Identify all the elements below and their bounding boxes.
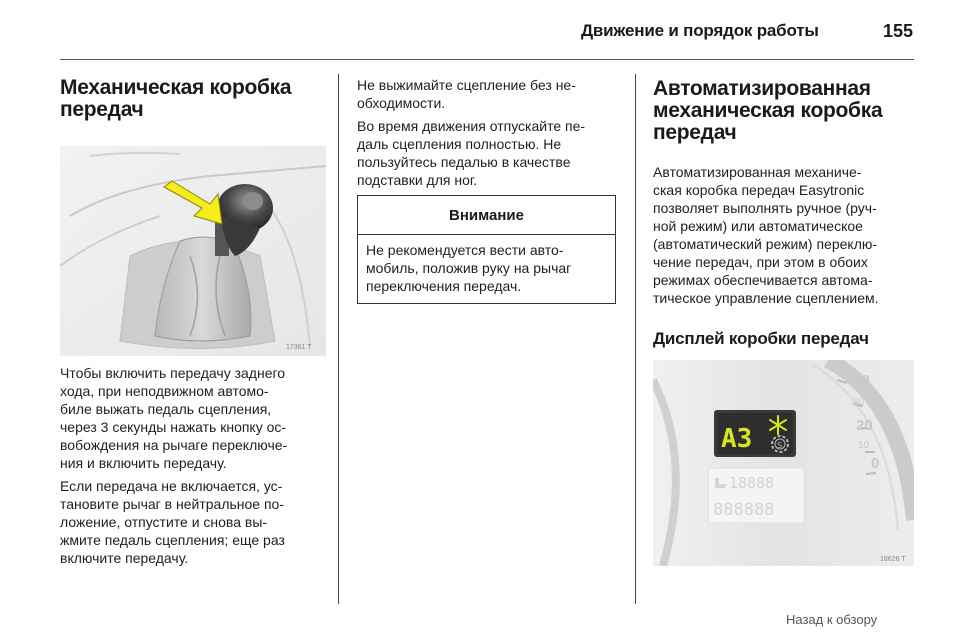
column-divider-left [338,74,339,604]
scale-label: 0 [871,455,880,472]
heading-line: Автоматизированная [653,77,871,100]
text-line: тическое управление сцеплением. [653,290,879,306]
heading-line: Механическая коробка [60,76,292,99]
warning-line: мобиль, положив руку на рычаг [366,260,572,276]
text-line: подставки для ног. [357,172,478,188]
scale-label: 30 [853,397,865,408]
odometer-top-readout: 18888 [729,474,775,492]
figure-code: 17361 T [286,344,312,351]
odometer-bottom-readout: 888888 [713,500,775,520]
scale-label: 40 [853,372,870,389]
heading-line: передач [60,98,144,121]
gear-indicator-text: A3 [721,424,753,454]
warning-line: Не рекомендуется вести авто- [366,242,564,258]
instrument-cluster-illustration [653,360,914,566]
text-line: режимах обеспечивается автома- [653,272,873,288]
header-rule [60,59,914,60]
warning-title: Внимание [358,196,615,235]
scale-label: 10 [858,440,870,451]
text-line: жмите педаль сцепления; еще раз [60,532,285,548]
back-to-overview-link[interactable]: Назад к обзору [786,612,878,627]
text-line: тановите рычаг в нейтральное по- [60,496,285,512]
text-line: через 3 секунды нажать кнопку ос- [60,419,287,435]
gearbox-display-subheading: Дисплей коробки передач [653,329,869,348]
text-line: Чтобы включить передачу заднего [60,365,286,381]
manual-gearbox-heading [60,77,291,121]
heading-line: механическая коробка [653,99,883,122]
text-line: вобождения на рычаге переключе- [60,437,288,453]
text-line: Автоматизированная механиче- [653,164,862,180]
text-line: обходимости. [357,95,446,111]
text-line: ния и включить передачу. [60,455,227,471]
text-line: позволяет выполнять ручное (руч- [653,200,877,216]
text-line: включите передачу. [60,550,189,566]
text-line: Если передача не включается, ус- [60,478,283,494]
warning-line: переключения передач. [366,278,522,294]
gear-lever-illustration [60,146,326,356]
text-line: (автоматический режим) переклю- [653,236,878,252]
text-line: ложение, отпустите и снова вы- [60,514,268,530]
gearbox-display-figure [653,360,914,566]
easytronic-heading [653,78,882,144]
text-line: Не выжимайте сцепление без не- [357,77,576,93]
text-line: хода, при неподвижном автомо- [60,383,269,399]
text-line: чение передач, при этом в обоих [653,254,868,270]
scale-label: 20 [856,417,873,434]
gear-lever-figure [60,146,326,356]
text-line: пользуйтесь педалью в качестве [357,154,571,170]
figure-code: 18626 T [880,556,906,563]
text-line: Во время движения отпускайте пе- [357,118,586,134]
text-line: биле выжать педаль сцепления, [60,401,272,417]
running-header-title: Движение и порядок работы [581,21,819,40]
heading-line: передач [653,121,737,144]
warning-box [357,195,616,304]
text-line: ной режим) или автоматическое [653,218,863,234]
text-line: даль сцепления полностью. Не [357,136,562,152]
page-number: 155 [883,21,914,41]
s-mode-symbol: S [777,441,783,450]
column-divider-right [635,74,636,604]
text-line: ская коробка передач Easytronic [653,182,865,198]
